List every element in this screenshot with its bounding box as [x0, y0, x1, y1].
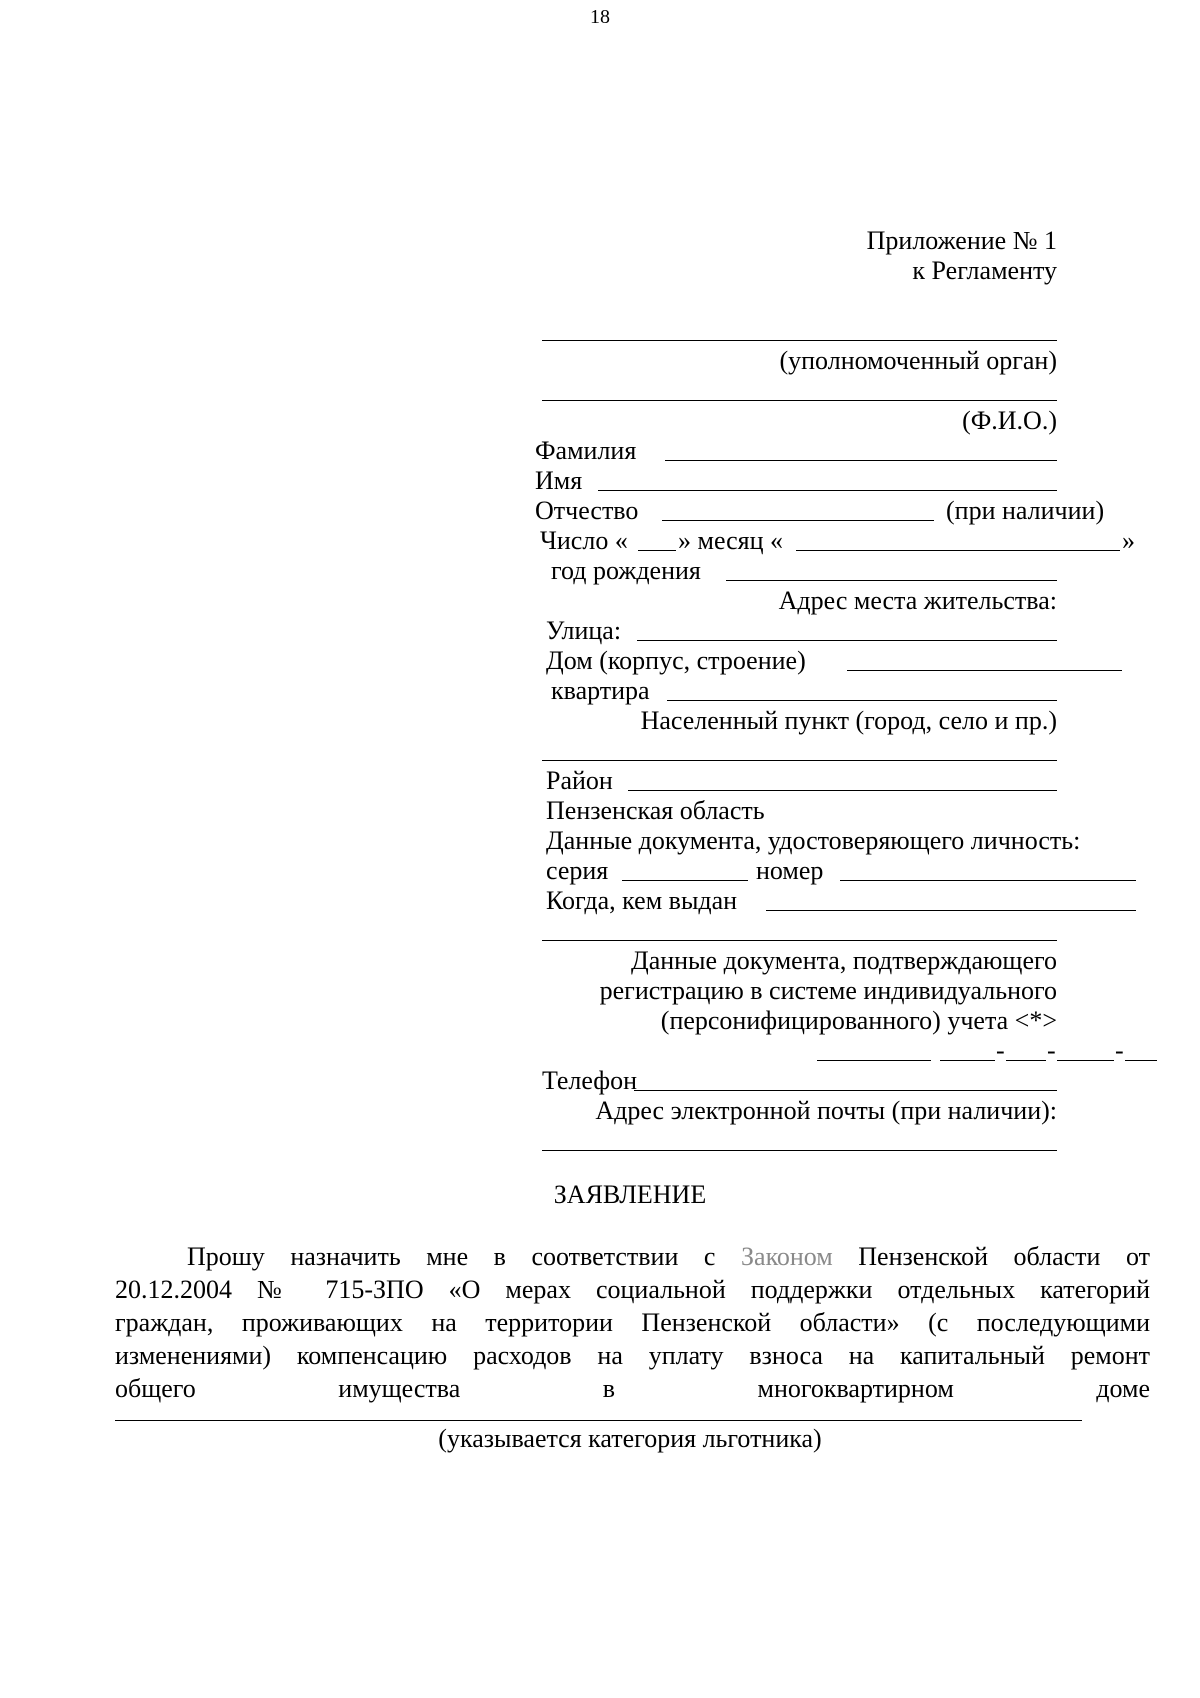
- district-field[interactable]: [628, 790, 1057, 791]
- snils-field-part-1[interactable]: [817, 1060, 931, 1061]
- appendix-number: Приложение № 1: [866, 226, 1057, 255]
- locality-field[interactable]: [542, 760, 1057, 761]
- beneficiary-category-caption: (указывается категория льготника): [438, 1424, 822, 1453]
- series-field[interactable]: [622, 880, 748, 881]
- appendix-reference: к Регламенту: [912, 256, 1057, 285]
- street-field[interactable]: [637, 640, 1057, 641]
- authority-caption: (уполномоченный орган): [779, 346, 1057, 375]
- snils-field-part-3[interactable]: [1006, 1060, 1046, 1061]
- patronymic-field[interactable]: [662, 520, 934, 521]
- statement-line-4: изменениями) компенсацию расходов на уплату взноса на капитальный ремонт: [115, 1341, 1150, 1370]
- region-text: Пензенская область: [546, 796, 765, 825]
- phone-field[interactable]: [634, 1090, 1057, 1091]
- patronymic-note: (при наличии): [946, 496, 1105, 525]
- snils-separator-3: -: [1115, 1036, 1124, 1065]
- number-field[interactable]: [840, 880, 1136, 881]
- law-link[interactable]: Законом: [741, 1242, 833, 1271]
- house-label: Дом (корпус, строение): [546, 646, 806, 675]
- id-document-title: Данные документа, удостоверяющего личность:: [546, 826, 1081, 855]
- birth-day-field[interactable]: [638, 550, 676, 551]
- snils-caption-3: (персонифицированного) учета <*>: [660, 1006, 1057, 1035]
- house-field[interactable]: [847, 670, 1122, 671]
- surname-field[interactable]: [665, 460, 1057, 461]
- birth-close-quote: »: [1122, 526, 1135, 555]
- snils-field-part-5[interactable]: [1125, 1060, 1157, 1061]
- birth-year-label: год рождения: [551, 556, 701, 585]
- snils-separator-2: -: [1047, 1036, 1056, 1065]
- page-number: 18: [590, 6, 610, 28]
- street-label: Улица:: [546, 616, 622, 645]
- email-caption: Адрес электронной почты (при наличии):: [595, 1096, 1057, 1125]
- name-field[interactable]: [598, 490, 1057, 491]
- authority-field[interactable]: [542, 340, 1057, 341]
- snils-caption-1: Данные документа, подтверждающего: [630, 946, 1057, 975]
- statement-line-3: граждан, проживающих на территории Пензенской области» (с последующими: [115, 1308, 1150, 1337]
- district-label: Район: [546, 766, 613, 795]
- number-label: номер: [756, 856, 824, 885]
- patronymic-label: Отчество: [535, 496, 639, 525]
- snils-field-part-4[interactable]: [1057, 1060, 1114, 1061]
- apartment-label: квартира: [551, 676, 650, 705]
- beneficiary-category-field[interactable]: [115, 1420, 1082, 1421]
- birth-month-label: » месяц «: [678, 526, 784, 555]
- statement-line-1: Прошу назначить мне в соответствии с Законом Пензенской области от: [187, 1242, 1151, 1271]
- issued-field[interactable]: [766, 910, 1136, 911]
- birth-year-field[interactable]: [726, 580, 1057, 581]
- series-label: серия: [546, 856, 609, 885]
- email-field[interactable]: [542, 1150, 1057, 1151]
- snils-separator-1: -: [996, 1036, 1005, 1065]
- phone-label: Телефон: [542, 1066, 638, 1095]
- birth-day-prefix: Число «: [540, 526, 628, 555]
- statement-line-2: 20.12.2004 № 715-ЗПО «О мерах социальной поддержки отдельных категорий: [115, 1275, 1150, 1304]
- fio-field[interactable]: [542, 400, 1057, 401]
- birth-month-field[interactable]: [796, 550, 1120, 551]
- snils-field-part-2[interactable]: [940, 1060, 995, 1061]
- fio-caption: (Ф.И.О.): [962, 406, 1057, 435]
- address-title: Адрес места жительства:: [778, 586, 1057, 615]
- issued-field-continued[interactable]: [542, 940, 1057, 941]
- statement-title: ЗАЯВЛЕНИЕ: [553, 1180, 707, 1209]
- statement-line-5: общего имущества в многоквартирном доме: [115, 1374, 1150, 1403]
- locality-caption: Населенный пункт (город, село и пр.): [640, 706, 1057, 735]
- name-label: Имя: [535, 466, 583, 495]
- snils-caption-2: регистрацию в системе индивидуального: [599, 976, 1057, 1005]
- surname-label: Фамилия: [535, 436, 637, 465]
- apartment-field[interactable]: [667, 700, 1057, 701]
- issued-label: Когда, кем выдан: [546, 886, 738, 915]
